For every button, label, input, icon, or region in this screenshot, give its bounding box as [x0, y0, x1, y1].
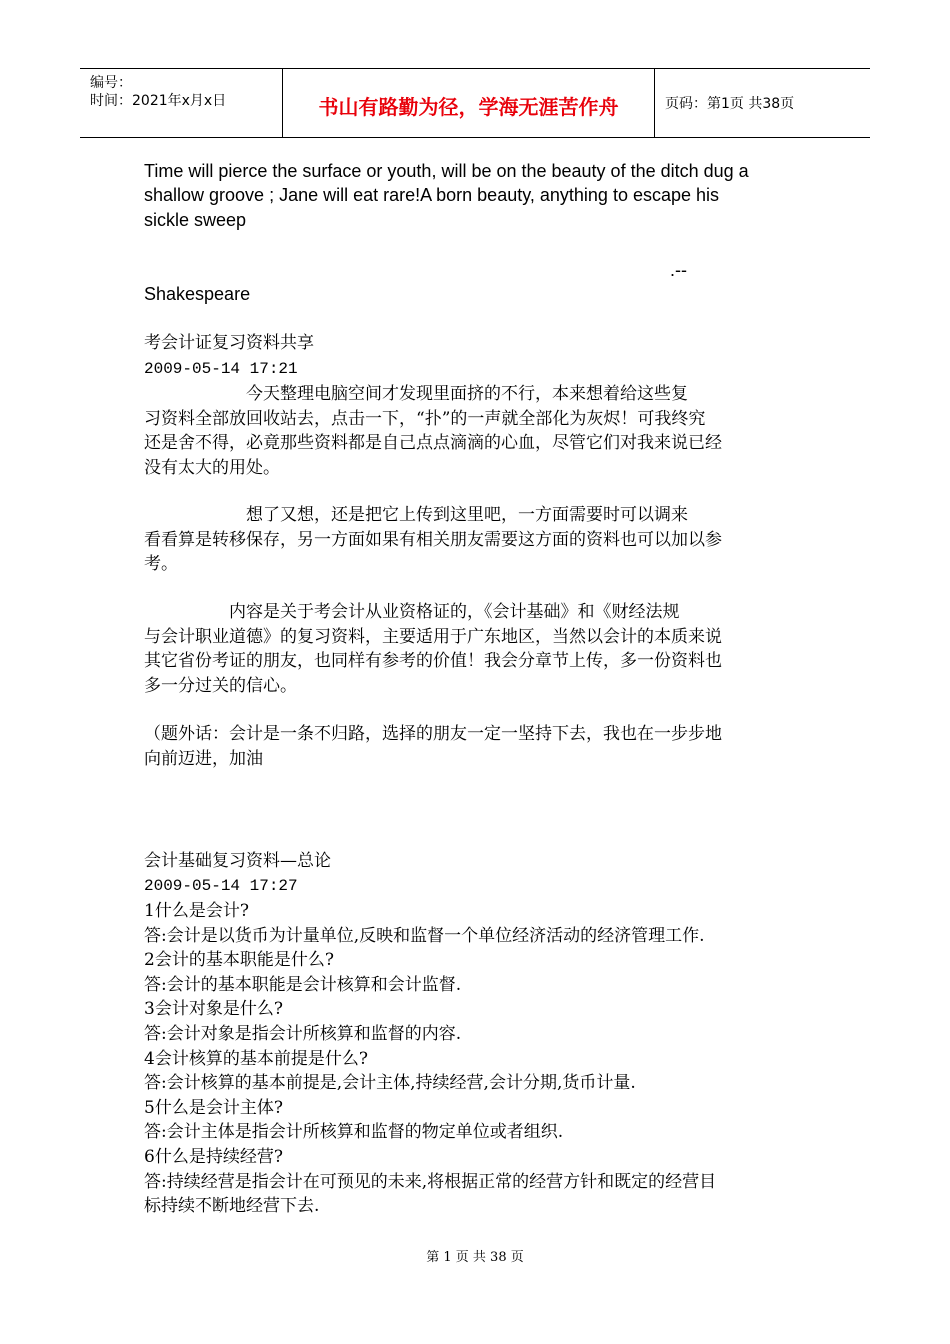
qa-line: 答:会计对象是指会计所核算和监督的内容.	[144, 1023, 462, 1044]
post1-paragraph-4	[144, 722, 804, 771]
paragraph-line: 今天整理电脑空间才发现里面挤的不行，本来想着给这些复	[144, 384, 688, 404]
paragraph-line: 没有太大的用处。	[144, 457, 280, 478]
qa-line: 5什么是会计主体?	[144, 1097, 283, 1118]
doc-time-label: 时间：2021年x月x日	[90, 93, 227, 109]
qa-line: 6什么是持续经营?	[144, 1146, 283, 1167]
quote-line-2: shallow groove ; Jane will eat rare!A born beauty, anything to escape his	[144, 185, 720, 205]
post2-datetime: 2009-05-14 17:27	[144, 877, 298, 895]
header-motto-cell	[283, 69, 655, 137]
paragraph-line: （题外话：会计是一条不归路，选择的朋友一定一坚持下去，我也在一步步地	[144, 724, 722, 744]
quote-author: Shakespeare	[144, 284, 251, 304]
post1-datetime: 2009-05-14 17:21	[144, 360, 298, 378]
post1-paragraph-3	[144, 600, 804, 698]
qa-line: 答:会计核算的基本前提是,会计主体,持续经营,会计分期,货币计量.	[144, 1073, 636, 1094]
header-page-cell	[655, 69, 870, 137]
qa-line: 4会计核算的基本前提是什么?	[144, 1048, 368, 1069]
paragraph-line: 其它省份考证的朋友，也同样有参考的价值！我会分章节上传，多一份资料也	[144, 651, 722, 672]
page-header	[80, 68, 870, 138]
qa-line: 1什么是会计?	[144, 901, 249, 921]
qa-line: 答:持续经营是指会计在可预见的未来,将根据正常的经营方针和既定的经营目	[144, 1171, 717, 1192]
qa-line: 3会计对象是什么?	[144, 999, 283, 1020]
post2-qa-list	[144, 899, 804, 1219]
paragraph-line: 与会计职业道德》的复习资料，主要适用于广东地区，当然以会计的本质来说	[144, 626, 722, 647]
paragraph-line: 看看算是转移保存，另一方面如果有相关朋友需要这方面的资料也可以加以参	[144, 529, 722, 550]
quote-line-1: Time will pierce the surface or youth, will be on the beauty of the ditch dug a	[144, 161, 749, 181]
header-motto: 书山有路勤为径，学海无涯苦作舟	[318, 95, 619, 119]
post1-paragraph-2	[144, 503, 804, 577]
page-footer: 第 1 页 共 38 页	[426, 1250, 524, 1265]
quote-line-3: sickle sweep	[144, 210, 247, 230]
qa-line: 答:会计主体是指会计所核算和监督的物定单位或者组织.	[144, 1122, 564, 1143]
paragraph-line: 想了又想，还是把它上传到这里吧，一方面需要时可以调来	[144, 505, 688, 525]
paragraph-line: 还是舍不得，必竟那些资料都是自己点点滴滴的心血，尽管它们对我来说已经	[144, 433, 722, 454]
header-meta-cell	[80, 69, 283, 137]
qa-line: 2会计的基本职能是什么?	[144, 950, 334, 971]
header-page-info: 页码：第1页 共38页	[665, 96, 795, 112]
doc-number-label: 编号：	[90, 75, 132, 91]
qa-line: 标持续不断地经营下去.	[144, 1196, 320, 1217]
qa-line: 答:会计的基本职能是会计核算和会计监督.	[144, 974, 462, 995]
paragraph-line: 多一分过关的信心。	[144, 675, 297, 696]
post2-title: 会计基础复习资料—总论	[144, 851, 331, 871]
paragraph-line: 习资料全部放回收站去，点击一下，“扑”的一声就全部化为灰烬！可我终究	[144, 408, 706, 429]
qa-line: 答:会计是以货币为计量单位,反映和监督一个单位经济活动的经济管理工作.	[144, 925, 705, 946]
paragraph-line: 内容是关于考会计从业资格证的，《会计基础》和《财经法规	[144, 602, 680, 622]
quote-dash: .--	[670, 260, 687, 280]
paragraph-line: 向前迈进，加油	[144, 748, 263, 769]
post1-paragraph-1	[144, 382, 804, 480]
post1-title: 考会计证复习资料共享	[144, 333, 314, 353]
paragraph-line: 考。	[144, 554, 178, 575]
